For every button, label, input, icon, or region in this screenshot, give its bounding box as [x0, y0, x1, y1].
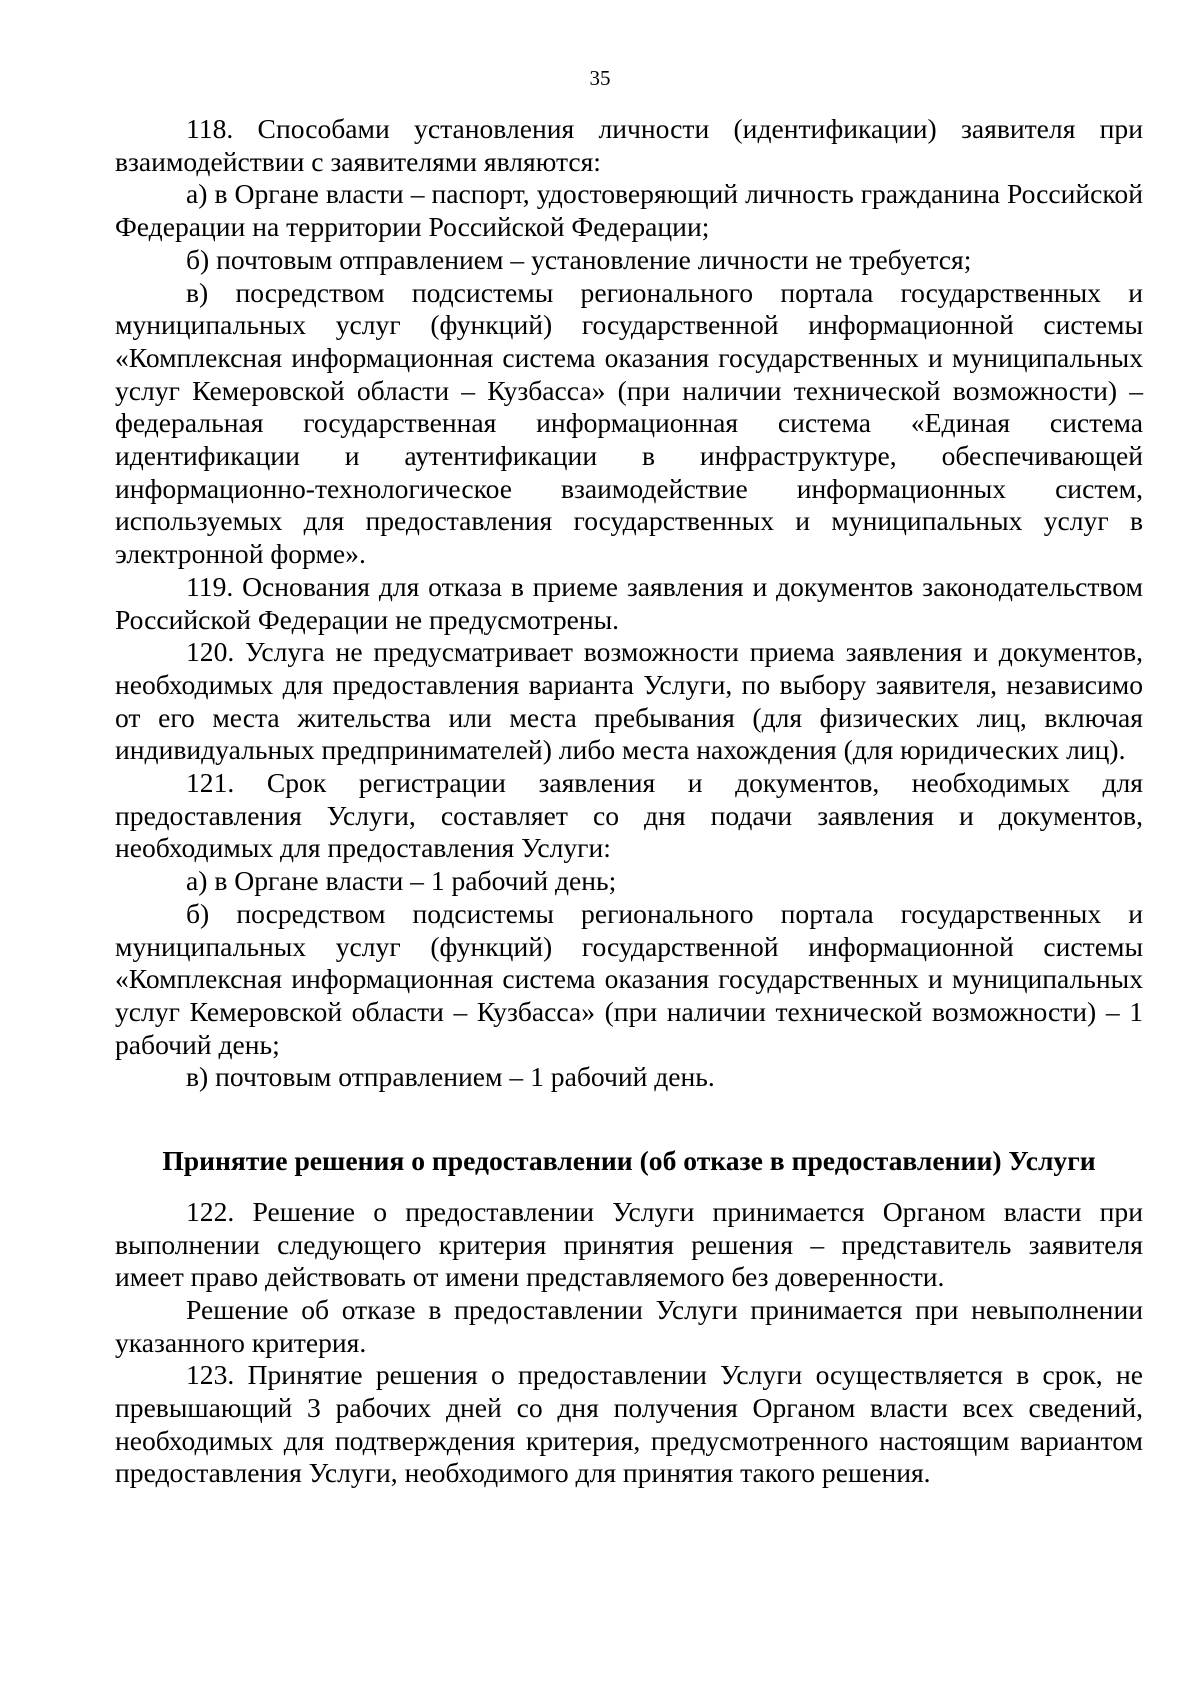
- paragraph-118: 118. Способами установления личности (идентификации) заявителя при взаимодействии с заявителями являются:: [115, 113, 1143, 177]
- paragraph-120: 120. Услуга не предусматривает возможности приема заявления и документов, необходимых для предоставления варианта Услуги, по выбору заявителя, независимо от его места жительства или места пребывания (для физических лиц, включая индивидуальных предпринимателей) либо места нахождения (для юридических лиц).: [115, 636, 1143, 766]
- paragraph-122-refusal: Решение об отказе в предоставлении Услуги принимается при невыполнении указанного критерия.: [115, 1293, 1143, 1358]
- document-body: [115, 113, 1143, 1490]
- page-number: 35: [589, 66, 611, 90]
- paragraph-118-b: б) почтовым отправлением – установление личности не требуется;: [186, 243, 972, 275]
- paragraph-121-b: б) посредством подсистемы регионального портала государственных и муниципальных услуг (функций) государственной информационной системы «Комплексная информационная система оказания государственных и муниципальных услуг Кемеровской области – Кузбасса» (при наличии технической возможности) – 1 рабочий день;: [115, 897, 1143, 1060]
- paragraph-122: 122. Решение о предоставлении Услуги принимается Органом власти при выполнении следующего критерия принятия решения – представитель заявителя имеет право действовать от имени представляемого без доверенности.: [115, 1195, 1143, 1293]
- paragraph-121-a: а) в Органе власти – 1 рабочий день;: [186, 865, 617, 897]
- paragraph-123: 123. Принятие решения о предоставлении Услуги осуществляется в срок, не превышающий 3 рабочих дней со дня получения Органом власти всех сведений, необходимых для подтверждения критерия, предусмотренного настоящим вариантом предоставления Услуги, необходимого для принятия такого решения.: [115, 1359, 1143, 1489]
- paragraph-118-a: а) в Органе власти – паспорт, удостоверяющий личность гражданина Российской Федерации на территории Российской Федерации;: [115, 178, 1143, 243]
- section-heading: Принятие решения о предоставлении (об отказе в предоставлении) Услуги: [162, 1145, 1096, 1177]
- paragraph-119: 119. Основания для отказа в приеме заявления и документов законодательством Российской Федерации не предусмотрены.: [115, 570, 1143, 635]
- paragraph-121: 121. Срок регистрации заявления и документов, необходимых для предоставления Услуги, составляет со дня подачи заявления и документов, необходимых для предоставления Услуги:: [115, 767, 1143, 864]
- paragraph-118-v: в) посредством подсистемы регионального портала государственных и муниципальных услуг (функций) государственной информационной системы «Комплексная информационная система оказания государственных и муниципальных услуг Кемеровской области – Кузбасса» (при наличии технической возможности) – федеральная государственная информационная система «Единая система идентификации и аутентификации в инфраструктуре, обеспечивающей информационно-технологическое взаимодействие информационных систем, используемых для предоставления государственных и муниципальных услуг в электронной форме».: [115, 276, 1143, 570]
- paragraph-121-v: в) почтовым отправлением – 1 рабочий день.: [186, 1061, 715, 1093]
